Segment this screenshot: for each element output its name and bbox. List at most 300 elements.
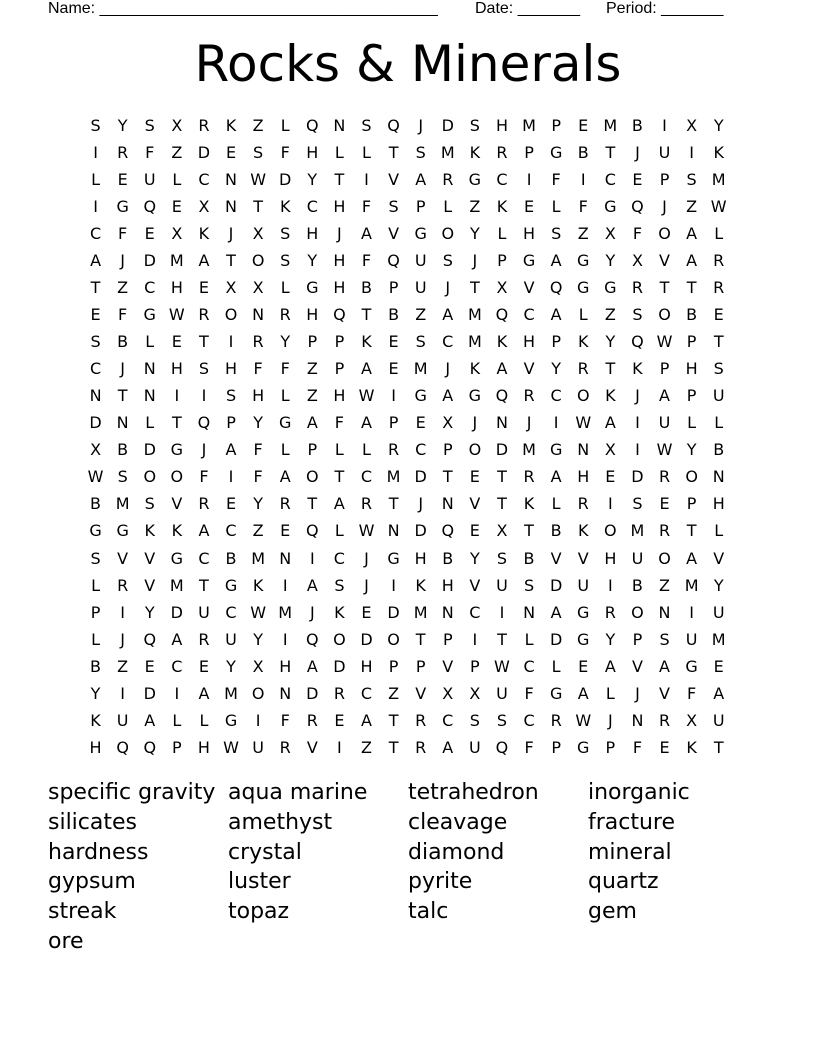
grid-letter: K	[523, 494, 535, 514]
grid-letter: M	[711, 629, 726, 649]
grid-letter: F	[280, 359, 290, 379]
grid-letter: L	[714, 413, 724, 433]
grid-letter: I	[635, 440, 640, 460]
grid-letter: F	[145, 143, 155, 163]
grid-letter: E	[388, 359, 399, 379]
grid-letter: D	[306, 683, 319, 703]
grid-letter: M	[522, 116, 536, 136]
grid-letter: E	[90, 305, 101, 325]
grid-letter: L	[362, 143, 371, 163]
grid-letter: H	[333, 278, 346, 298]
grid-letter: Z	[117, 278, 129, 298]
grid-letter: E	[659, 737, 670, 757]
grid-letter: H	[333, 197, 346, 217]
grid-letter: F	[687, 683, 697, 703]
grid-letter: L	[551, 197, 561, 217]
grid-letter: Q	[631, 332, 644, 352]
grid-letter: F	[524, 737, 534, 757]
grid-letter: G	[549, 440, 563, 460]
grid-letter: C	[225, 521, 237, 541]
grid-letter: H	[360, 656, 373, 676]
grid-letter: U	[414, 251, 427, 271]
grid-letter: X	[171, 224, 183, 244]
grid-letter: T	[388, 710, 399, 730]
period-field: Period: _______	[606, 0, 724, 17]
grid-letter: S	[117, 467, 128, 487]
grid-letter: R	[713, 251, 725, 271]
grid-letter: C	[523, 305, 535, 325]
grid-letter: S	[225, 386, 237, 406]
grid-letter: P	[551, 737, 561, 757]
grid-letter: W	[358, 386, 375, 406]
grid-letter: P	[90, 602, 101, 622]
grid-letter: Z	[171, 143, 183, 163]
grid-letter: V	[171, 494, 183, 514]
grid-letter: F	[334, 413, 344, 433]
grid-letter: Q	[495, 305, 509, 325]
grid-letter: C	[198, 548, 210, 568]
grid-letter: C	[469, 602, 481, 622]
grid-letter: P	[307, 332, 318, 352]
grid-letter: L	[172, 710, 182, 730]
grid-letter: R	[631, 278, 643, 298]
grid-letter: G	[224, 575, 238, 595]
grid-letter: L	[91, 629, 100, 649]
grid-letter: Q	[116, 737, 129, 757]
grid-letter: D	[387, 602, 400, 622]
grid-letter: B	[225, 548, 237, 568]
grid-letter: D	[360, 629, 373, 649]
word-bank-item: ore	[48, 928, 84, 954]
grid-letter: W	[223, 737, 239, 757]
grid-letter: S	[415, 143, 426, 163]
word-bank-item: inorganic	[588, 780, 690, 805]
grid-letter: G	[116, 197, 129, 217]
grid-letter: G	[116, 521, 129, 541]
grid-letter: L	[172, 170, 182, 190]
grid-letter: E	[117, 170, 128, 190]
grid-letter: U	[577, 575, 590, 595]
grid-letter: E	[225, 143, 237, 163]
grid-letter: G	[577, 737, 590, 757]
grid-letter: R	[658, 710, 671, 730]
grid-letter: V	[577, 548, 589, 568]
grid-letter: Q	[495, 737, 509, 757]
grid-letter: J	[120, 251, 125, 271]
grid-letter: D	[549, 575, 563, 595]
grid-letter: W	[656, 332, 673, 352]
grid-letter: A	[550, 602, 562, 622]
word-bank-item: pyrite	[408, 869, 473, 895]
grid-letter: U	[631, 548, 644, 568]
grid-letter: T	[605, 359, 616, 379]
grid-letter: L	[551, 656, 561, 676]
grid-letter: A	[279, 467, 291, 487]
grid-letter: C	[360, 683, 373, 703]
grid-letter: W	[494, 656, 510, 676]
grid-letter: T	[524, 521, 534, 541]
grid-letter: R	[415, 710, 427, 730]
grid-letter: R	[658, 521, 671, 541]
grid-letter: K	[279, 197, 291, 217]
grid-letter: O	[224, 305, 238, 325]
grid-letter: D	[333, 656, 346, 676]
grid-letter: P	[415, 656, 426, 676]
grid-letter: G	[468, 170, 482, 190]
grid-letter: W	[87, 467, 104, 487]
grid-letter: C	[198, 170, 210, 190]
grid-letter: C	[442, 332, 454, 352]
grid-letter: I	[499, 602, 505, 622]
grid-letter: J	[364, 548, 369, 568]
grid-letter: W	[656, 440, 673, 460]
grid-letter: U	[685, 629, 698, 649]
grid-letter: H	[523, 224, 536, 244]
word-bank-item: luster	[228, 869, 291, 895]
grid-letter: O	[604, 521, 617, 541]
grid-letter: L	[714, 521, 724, 541]
grid-letter: T	[497, 494, 507, 514]
grid-letter: V	[442, 656, 454, 676]
grid-letter: Z	[469, 197, 481, 217]
grid-letter: I	[391, 386, 396, 406]
grid-letter: E	[632, 170, 643, 190]
grid-letter: L	[443, 197, 453, 217]
grid-letter: F	[118, 305, 128, 325]
grid-letter: I	[553, 413, 559, 433]
grid-letter: M	[467, 332, 482, 352]
word-bank-item: talc	[408, 899, 449, 925]
grid-letter: Y	[307, 251, 318, 271]
grid-letter: Y	[605, 251, 616, 271]
grid-letter: X	[252, 224, 264, 244]
grid-letter: C	[171, 656, 183, 676]
grid-letter: M	[169, 575, 184, 595]
grid-letter: A	[361, 359, 372, 379]
grid-letter: K	[252, 575, 264, 595]
grid-letter: J	[201, 440, 207, 460]
grid-letter: K	[577, 332, 589, 352]
grid-letter: V	[713, 548, 725, 568]
grid-letter: A	[550, 467, 562, 487]
grid-letter: D	[279, 170, 292, 190]
grid-letter: E	[144, 656, 155, 676]
grid-letter: E	[171, 197, 182, 217]
grid-letter: A	[713, 683, 725, 703]
grid-letter: F	[578, 197, 588, 217]
grid-letter: W	[575, 413, 592, 433]
grid-letter: L	[497, 224, 507, 244]
grid-letter: X	[252, 656, 264, 676]
grid-letter: A	[306, 656, 318, 676]
grid-letter: T	[90, 278, 101, 298]
grid-letter: B	[117, 440, 129, 460]
grid-letter: E	[388, 332, 399, 352]
grid-letter: Y	[253, 629, 263, 649]
grid-letter: J	[120, 359, 125, 379]
grid-letter: I	[282, 629, 288, 649]
grid-letter: S	[686, 170, 697, 190]
grid-letter: P	[659, 359, 670, 379]
grid-letter: R	[523, 467, 535, 487]
word-bank	[48, 780, 768, 959]
grid-letter: D	[441, 116, 454, 136]
grid-letter: Q	[143, 197, 157, 217]
grid-letter: J	[337, 224, 342, 244]
grid-letter: Z	[415, 305, 427, 325]
grid-letter: J	[472, 251, 478, 271]
grid-letter: P	[551, 332, 561, 352]
grid-letter: N	[658, 602, 671, 622]
grid-letter: K	[361, 332, 372, 352]
grid-letter: C	[144, 278, 156, 298]
word-bank-item: streak	[48, 899, 117, 925]
grid-letter: S	[90, 116, 101, 136]
grid-letter: J	[635, 386, 640, 406]
grid-letter: E	[144, 224, 155, 244]
grid-letter: H	[577, 467, 590, 487]
grid-letter: D	[495, 440, 509, 460]
grid-letter: R	[279, 305, 291, 325]
grid-letter: H	[252, 386, 265, 406]
grid-letter: R	[415, 737, 427, 757]
grid-letter: F	[524, 683, 534, 703]
grid-letter: Y	[469, 224, 480, 244]
grid-letter: L	[687, 413, 697, 433]
grid-letter: A	[659, 656, 670, 676]
grid-letter: A	[144, 710, 156, 730]
grid-letter: I	[689, 143, 694, 163]
grid-letter: A	[361, 413, 372, 433]
grid-letter: Q	[197, 413, 211, 433]
grid-letter: T	[253, 197, 263, 217]
grid-letter: Y	[307, 170, 318, 190]
grid-letter: T	[713, 332, 724, 352]
grid-letter: G	[577, 602, 590, 622]
grid-letter: A	[686, 251, 698, 271]
grid-letter: H	[279, 656, 292, 676]
grid-letter: P	[307, 440, 318, 460]
grid-letter: E	[578, 656, 589, 676]
word-bank-item: topaz	[228, 899, 290, 925]
grid-letter: Y	[686, 440, 697, 460]
grid-letter: A	[577, 683, 589, 703]
grid-letter: M	[711, 170, 726, 190]
grid-letter: A	[442, 305, 454, 325]
grid-letter: I	[255, 710, 261, 730]
grid-letter: A	[686, 224, 698, 244]
grid-letter: N	[143, 386, 156, 406]
grid-letter: G	[143, 305, 156, 325]
grid-letter: A	[306, 413, 318, 433]
grid-letter: N	[143, 359, 156, 379]
grid-letter: N	[631, 710, 644, 730]
grid-letter: D	[143, 251, 156, 271]
grid-letter: B	[90, 656, 102, 676]
grid-letter: F	[118, 224, 128, 244]
grid-letter: A	[604, 656, 616, 676]
grid-letter: B	[117, 332, 129, 352]
grid-letter: K	[334, 602, 345, 622]
grid-letter: H	[306, 224, 319, 244]
grid-letter: U	[496, 575, 508, 595]
grid-letter: R	[388, 440, 400, 460]
grid-letter: B	[577, 143, 589, 163]
grid-letter: I	[662, 116, 667, 136]
grid-letter: I	[391, 575, 396, 595]
grid-letter: O	[631, 602, 644, 622]
grid-letter: R	[658, 467, 671, 487]
grid-letter: L	[280, 440, 290, 460]
grid-letter: D	[143, 683, 156, 703]
grid-letter: R	[713, 278, 725, 298]
grid-letter: Z	[686, 197, 698, 217]
grid-letter: V	[144, 548, 156, 568]
grid-letter: G	[577, 251, 590, 271]
grid-letter: R	[442, 170, 454, 190]
grid-letter: S	[144, 116, 155, 136]
grid-letter: F	[632, 224, 643, 244]
grid-letter: G	[604, 278, 617, 298]
grid-letter: R	[360, 494, 373, 514]
grid-letter: M	[115, 494, 130, 514]
grid-letter: U	[414, 278, 427, 298]
grid-letter: W	[168, 305, 185, 325]
grid-letter: R	[117, 575, 129, 595]
grid-letter: Q	[441, 521, 455, 541]
grid-letter: I	[174, 683, 180, 703]
grid-letter: A	[442, 386, 454, 406]
grid-letter: M	[169, 251, 184, 271]
grid-letter: H	[441, 575, 454, 595]
grid-letter: X	[252, 278, 264, 298]
grid-letter: C	[604, 170, 616, 190]
grid-letter: H	[414, 548, 427, 568]
grid-letter: M	[467, 305, 482, 325]
grid-letter: P	[388, 413, 399, 433]
grid-letter: E	[578, 116, 589, 136]
page-title: Rocks & Minerals	[194, 35, 622, 93]
grid-letter: D	[143, 440, 156, 460]
grid-letter: N	[225, 197, 237, 217]
grid-letter: S	[632, 305, 643, 325]
grid-letter: X	[90, 440, 102, 460]
grid-letter: F	[551, 170, 561, 190]
grid-letter: N	[252, 305, 265, 325]
grid-letter: E	[713, 656, 724, 676]
grid-letter: C	[550, 386, 562, 406]
grid-letter: F	[253, 467, 263, 487]
grid-letter: L	[524, 629, 534, 649]
grid-letter: F	[253, 359, 263, 379]
grid-letter: K	[577, 521, 589, 541]
word-bank-item: amethyst	[228, 809, 333, 835]
grid-letter: N	[225, 170, 237, 190]
word-bank-item: crystal	[228, 839, 302, 865]
grid-letter: D	[414, 521, 427, 541]
grid-letter: G	[604, 197, 617, 217]
grid-letter: S	[469, 710, 480, 730]
grid-letter: N	[116, 413, 129, 433]
grid-letter: G	[414, 386, 427, 406]
grid-letter: U	[712, 602, 725, 622]
grid-letter: V	[550, 548, 562, 568]
grid-letter: U	[469, 737, 481, 757]
grid-letter: G	[685, 656, 698, 676]
grid-letter: B	[550, 521, 562, 541]
grid-letter: P	[497, 251, 507, 271]
grid-letter: T	[117, 386, 128, 406]
grid-letter: P	[605, 737, 616, 757]
grid-letter: Z	[577, 224, 589, 244]
grid-letter: L	[199, 710, 209, 730]
word-bank-item: tetrahedron	[408, 780, 539, 805]
grid-letter: K	[632, 359, 643, 379]
grid-letter: L	[334, 143, 344, 163]
grid-letter: L	[145, 413, 155, 433]
grid-letter: H	[495, 116, 508, 136]
grid-letter: G	[522, 251, 536, 271]
grid-letter: Z	[306, 359, 318, 379]
grid-letter: R	[252, 332, 264, 352]
grid-letter: X	[442, 413, 454, 433]
grid-letter: R	[333, 683, 345, 703]
grid-letter: T	[497, 629, 507, 649]
grid-letter: V	[469, 575, 481, 595]
grid-letter: F	[361, 251, 372, 271]
grid-letter: C	[360, 467, 373, 487]
grid-letter: U	[712, 710, 725, 730]
grid-letter: P	[632, 629, 643, 649]
grid-letter: U	[712, 386, 725, 406]
grid-letter: E	[198, 278, 209, 298]
grid-letter: J	[635, 683, 640, 703]
grid-letter: Z	[117, 656, 129, 676]
grid-letter: B	[686, 305, 698, 325]
grid-letter: X	[442, 683, 454, 703]
grid-letter: P	[686, 386, 697, 406]
grid-letter: V	[523, 359, 535, 379]
grid-letter: W	[575, 710, 592, 730]
grid-letter: T	[307, 494, 318, 514]
grid-letter: B	[388, 305, 400, 325]
grid-letter: L	[714, 224, 724, 244]
grid-letter: V	[659, 683, 670, 703]
grid-letter: P	[470, 656, 480, 676]
grid-letter: W	[358, 521, 375, 541]
grid-letter: X	[604, 224, 616, 244]
grid-letter: B	[360, 278, 372, 298]
grid-letter: L	[362, 440, 371, 460]
grid-letter: S	[551, 224, 562, 244]
grid-letter: H	[523, 332, 536, 352]
grid-letter: V	[388, 224, 400, 244]
grid-letter: K	[90, 710, 101, 730]
grid-letter: D	[170, 602, 183, 622]
grid-letter: W	[250, 170, 267, 190]
grid-letter: N	[89, 386, 102, 406]
grid-letter: A	[171, 629, 183, 649]
grid-letter: Q	[549, 278, 563, 298]
grid-letter: Q	[306, 116, 319, 136]
grid-letter: R	[523, 386, 535, 406]
grid-letter: H	[170, 359, 183, 379]
grid-letter: T	[686, 278, 697, 298]
grid-letter: Q	[306, 521, 319, 541]
grid-letter: M	[224, 683, 238, 703]
grid-letter: Y	[713, 116, 724, 136]
grid-letter: K	[171, 521, 183, 541]
